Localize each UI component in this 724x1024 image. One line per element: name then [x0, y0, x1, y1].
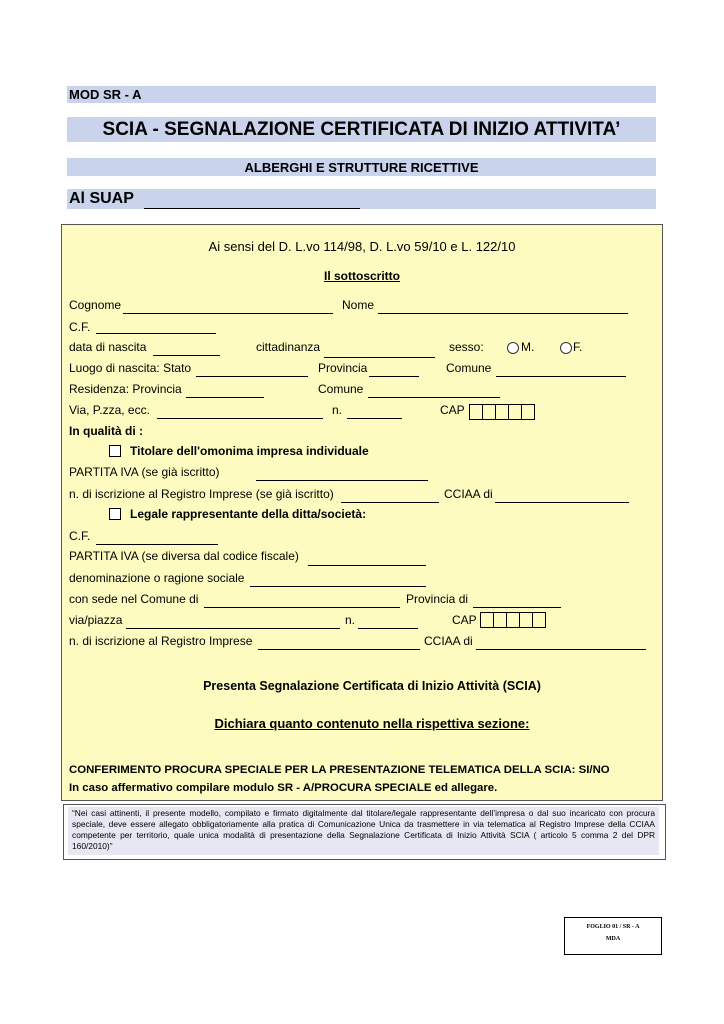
- legale-cciaa-field[interactable]: [476, 649, 646, 650]
- page-title: SCIA - SEGNALAZIONE CERTIFICATA DI INIZIO ATTIVITA’: [102, 119, 621, 140]
- residence-comune-label: Comune: [318, 382, 364, 396]
- note-text: “Nei casi attinenti, il presente modello, compilato e firmato digitalmente dal titolare/legale rappresentante dell’impresa o dal suo incaricato con procura speciale, deve essere allegato obbligatoriamente alla pratica di Comunicazione Unica da trasmettere in via telematica al Registro Imprese della CCIAA competente per territorio, quale unica modalità di presentazione della Segnalazione Certificata di Inizio Attività SCIA ( articolo 5 comma 2 del DPR 160/2010)”: [68, 807, 659, 855]
- suap-field[interactable]: [144, 208, 360, 209]
- titolare-cciaa-label: CCIAA di: [444, 487, 493, 501]
- street-number-label: n.: [332, 403, 343, 417]
- legale-number-field[interactable]: [358, 628, 418, 629]
- cf-field[interactable]: [96, 333, 216, 334]
- legale-cap-field[interactable]: [480, 612, 546, 628]
- presenta-scia: Presenta Segnalazione Certificata di Inizio Attività (SCIA): [203, 679, 541, 693]
- birth-province-field[interactable]: [369, 376, 419, 377]
- titolare-checkbox[interactable]: [109, 445, 121, 457]
- titolare-piva-label: PARTITA IVA (se già iscritto): [69, 465, 220, 479]
- sheet-number: FOGLIO 01 / SR - A: [586, 924, 640, 930]
- denominazione-field[interactable]: [250, 586, 426, 587]
- residence-province-label: Residenza: Provincia: [69, 382, 182, 396]
- legale-via-field[interactable]: [126, 628, 340, 629]
- legale-cciaa-label: CCIAA di: [424, 634, 473, 648]
- legale-via-label: via/piazza: [69, 613, 123, 627]
- suap-label: Al SUAP: [69, 190, 134, 207]
- dichiara-heading: Dichiara quanto contenuto nella rispettiva sezione:: [214, 716, 530, 731]
- titolare-registro-label: n. di iscrizione al Registro Imprese (se già iscritto): [69, 487, 334, 501]
- sex-label: sesso:: [449, 340, 484, 354]
- birth-state-field[interactable]: [196, 376, 308, 377]
- legale-cf-field[interactable]: [96, 544, 218, 545]
- qualita-heading: In qualità di :: [69, 424, 143, 438]
- denominazione-label: denominazione o ragione sociale: [69, 571, 245, 585]
- subtitle-band: [67, 158, 656, 176]
- note-box: [63, 804, 666, 860]
- birth-comune-field[interactable]: [496, 376, 626, 377]
- street-field[interactable]: [157, 418, 323, 419]
- birth-date-field[interactable]: [153, 355, 220, 356]
- mod-code: MOD SR - A: [69, 87, 142, 102]
- sede-field[interactable]: [204, 607, 400, 608]
- sede-label: con sede nel Comune di: [69, 592, 199, 606]
- suap-band: [67, 189, 656, 209]
- cap-field[interactable]: [469, 404, 535, 420]
- procura-line-2: In caso affermativo compilare modulo SR - A/PROCURA SPECIALE ed allegare.: [69, 782, 498, 794]
- signer-heading: Il sottoscritto: [323, 269, 400, 283]
- birth-province-label: Provincia: [318, 361, 368, 375]
- birth-comune-label: Comune: [446, 361, 492, 375]
- sex-m-radio[interactable]: [507, 342, 519, 354]
- legale-label: Legale rappresentante della ditta/società:: [130, 507, 367, 521]
- scia-form: [61, 224, 663, 801]
- sheet-code: MDA: [605, 936, 621, 942]
- street-number-field[interactable]: [347, 418, 402, 419]
- sheet-stamp: [564, 917, 662, 955]
- legale-cf-label: C.F.: [69, 529, 91, 543]
- title-band: [67, 117, 656, 142]
- sede-province-label: Provincia di: [406, 592, 469, 606]
- cap-label: CAP: [440, 403, 465, 417]
- legale-registro-label: n. di iscrizione al Registro Imprese: [69, 634, 253, 648]
- nome-field[interactable]: [378, 313, 628, 314]
- titolare-registro-field[interactable]: [341, 502, 439, 503]
- titolare-label: Titolare dell'omonima impresa individuale: [130, 444, 369, 458]
- mod-code-band: [67, 86, 656, 103]
- legale-piva-label: PARTITA IVA (se diversa dal codice fiscale): [69, 549, 299, 563]
- legale-number-label: n.: [345, 613, 356, 627]
- birth-date-label: data di nascita: [69, 340, 147, 354]
- residence-comune-field[interactable]: [368, 397, 500, 398]
- citizenship-field[interactable]: [324, 357, 435, 358]
- legale-piva-field[interactable]: [308, 565, 426, 566]
- sede-province-field[interactable]: [473, 607, 561, 608]
- page-subtitle: ALBERGHI E STRUTTURE RICETTIVE: [244, 160, 479, 175]
- cf-label: C.F.: [69, 320, 91, 334]
- sex-f-radio[interactable]: [560, 342, 572, 354]
- street-label: Via, P.zza, ecc.: [69, 403, 150, 417]
- residence-province-field[interactable]: [186, 397, 264, 398]
- cognome-field[interactable]: [123, 313, 333, 314]
- sex-m-label: M.: [521, 340, 535, 354]
- procura-line-1: CONFERIMENTO PROCURA SPECIALE PER LA PRESENTAZIONE TELEMATICA DELLA SCIA: SI/NO: [69, 764, 610, 776]
- legale-checkbox[interactable]: [109, 508, 121, 520]
- nome-label: Nome: [342, 298, 375, 312]
- sex-f-label: F.: [573, 340, 583, 354]
- birth-place-label: Luogo di nascita: Stato: [69, 361, 192, 375]
- legal-reference: Ai sensi del D. L.vo 114/98, D. L.vo 59/10 e L. 122/10: [208, 239, 516, 254]
- cognome-label: Cognome: [69, 298, 122, 312]
- titolare-piva-field[interactable]: [256, 480, 428, 481]
- titolare-cciaa-field[interactable]: [495, 502, 629, 503]
- citizenship-label: cittadinanza: [256, 340, 321, 354]
- legale-registro-field[interactable]: [258, 649, 420, 650]
- legale-cap-label: CAP: [452, 613, 477, 627]
